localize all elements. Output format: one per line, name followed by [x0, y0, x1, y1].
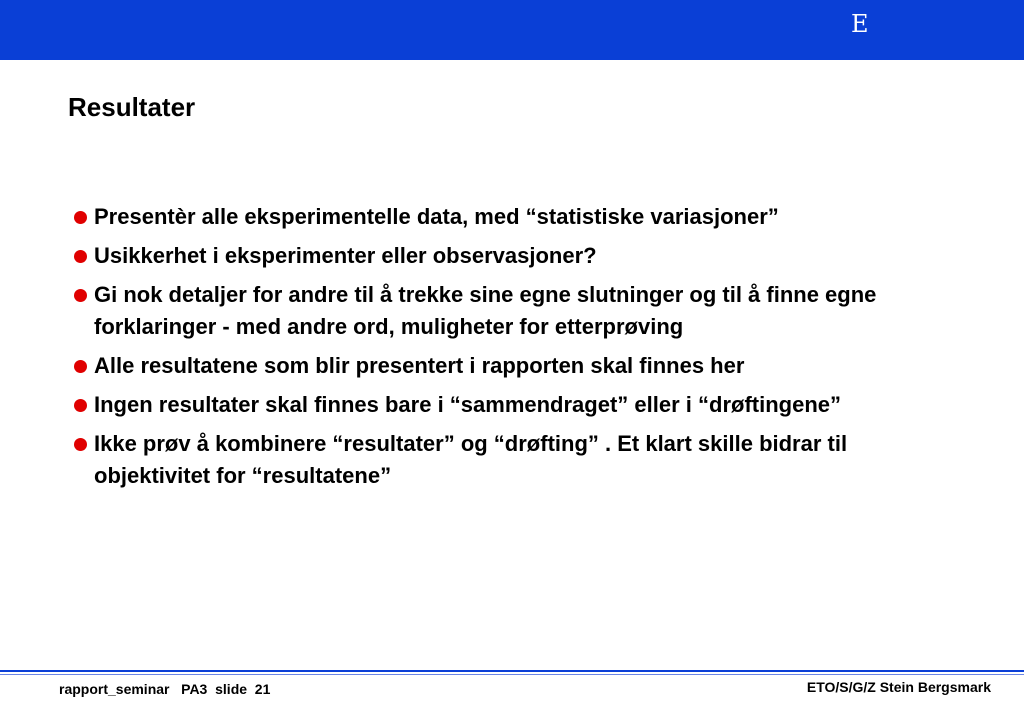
footer-subdivider — [0, 674, 1024, 675]
bullet-text: Gi nok detaljer for andre til å trekke sine egne slutninger og til å finne egne forklaringer - med andre ord, muligheter for etterprøving — [94, 282, 877, 339]
bullet-text: Ingen resultater skal finnes bare i “sammendraget” eller i “drøftingene” — [94, 392, 841, 417]
bullet-text: Alle resultatene som blir presentert i rapporten skal finnes her — [94, 353, 745, 378]
bullet-item — [68, 279, 928, 343]
bullet-text: Presentèr alle eksperimentelle data, med “statistiske variasjoner” — [94, 204, 779, 229]
bullet-dot-icon — [74, 438, 87, 451]
header-bar — [0, 0, 1024, 60]
bullet-dot-icon — [74, 211, 87, 224]
bullet-text: Ikke prøv å kombinere “resultater” og “drøfting” . Et klart skille bidrar til objektivitet for “resultatene” — [94, 431, 848, 488]
footer-slide-info: rapport_seminar PA3 slide 21 — [59, 681, 271, 697]
footer-author: ETO/S/G/Z Stein Bergsmark — [806, 679, 991, 695]
bullet-dot-icon — [74, 250, 87, 263]
bullet-item — [68, 428, 928, 492]
bullet-dot-icon — [74, 360, 87, 373]
slide-title: Resultater — [68, 92, 196, 122]
bullet-item — [68, 240, 928, 272]
bullet-list — [68, 201, 928, 499]
bullet-item — [68, 389, 928, 421]
header-logo: E — [851, 10, 869, 38]
bullet-dot-icon — [74, 399, 87, 412]
bullet-item — [68, 201, 928, 233]
bullet-dot-icon — [74, 289, 87, 302]
footer-divider — [0, 670, 1024, 672]
bullet-item — [68, 350, 928, 382]
bullet-text: Usikkerhet i eksperimenter eller observasjoner? — [94, 243, 597, 268]
